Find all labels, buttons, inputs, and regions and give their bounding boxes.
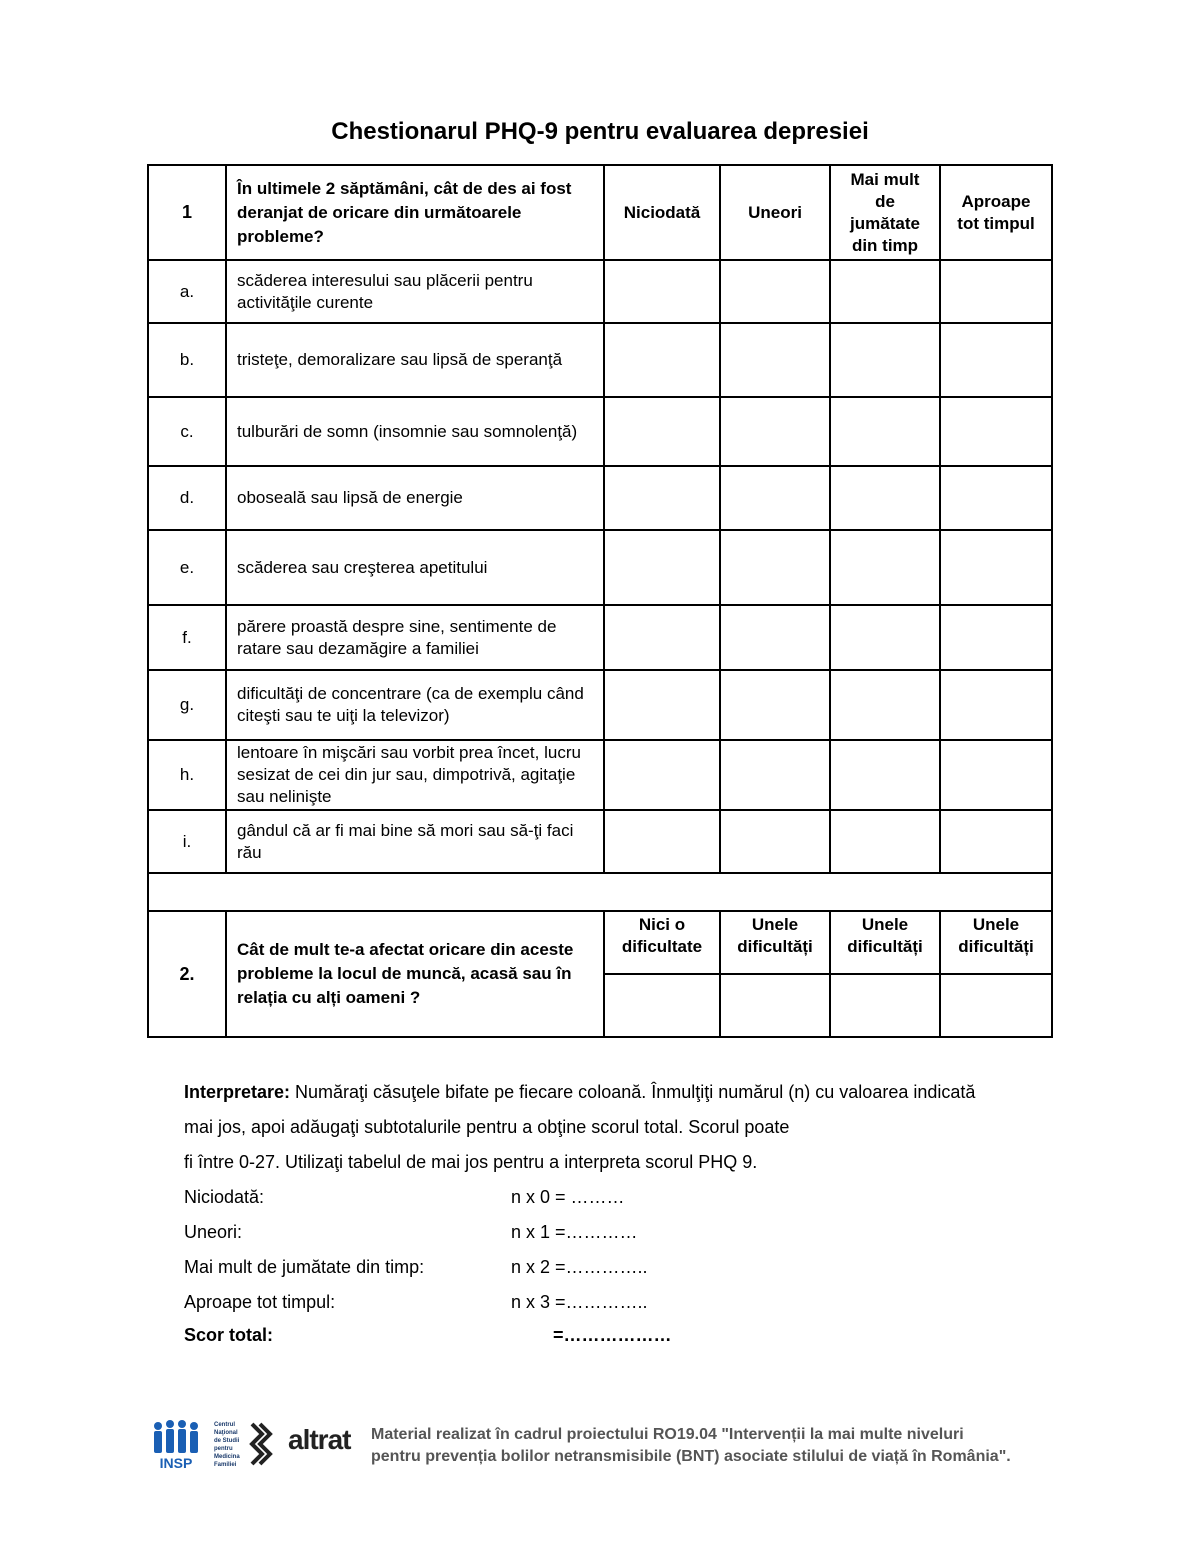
score-formula: n x 0 = ……… [511, 1187, 625, 1207]
answer-checkbox-uneori[interactable] [720, 740, 830, 810]
table-row [148, 530, 1052, 605]
table-row [148, 670, 1052, 740]
answer-checkbox-niciodata[interactable] [604, 530, 720, 605]
score-label: Uneori: [184, 1222, 243, 1242]
table-row [148, 740, 1052, 810]
spacer-row [148, 873, 1052, 911]
answer-checkbox-mai-mult[interactable] [830, 740, 940, 810]
col-header-niciodata: Niciodată [604, 165, 720, 260]
col2-header-nici-o-dificultate: Nici o dificultate [604, 911, 720, 974]
table-row [148, 323, 1052, 397]
answer-checkbox-niciodata[interactable] [604, 466, 720, 530]
phq9-table [147, 164, 1053, 1038]
answer-checkbox-uneori[interactable] [720, 323, 830, 397]
insp-logo-text: INSP [159, 1455, 193, 1470]
answer-checkbox-mai-mult[interactable] [830, 810, 940, 873]
answer-checkbox-niciodata[interactable] [604, 670, 720, 740]
score-label: Niciodată: [184, 1187, 265, 1207]
table-row [148, 260, 1052, 323]
answer-checkbox-uneori[interactable] [720, 605, 830, 670]
interpretation-line: mai jos, apoi adăugaţi subtotalurile pentru a obţine scorul total. Scorul poate [184, 1117, 790, 1137]
answer-checkbox-mai-mult[interactable] [830, 323, 940, 397]
section1-question: În ultimele 2 săptămâni, cât de des ai fost deranjat de oricare din următoarele probleme? [226, 165, 604, 260]
item-letter: c. [148, 397, 226, 466]
col-header-aproape: Aproape tot timpul [940, 165, 1052, 260]
answer-checkbox-aproape[interactable] [940, 810, 1052, 873]
interpretation-block [184, 1075, 1064, 1180]
section2-header-row [148, 911, 1052, 974]
answer-checkbox-niciodata[interactable] [604, 260, 720, 323]
score-label: Aproape tot timpul: [184, 1292, 336, 1312]
svg-text:Familiei: Familiei [214, 1462, 237, 1468]
item-letter: g. [148, 670, 226, 740]
score-formula: n x 2 =………….. [511, 1257, 648, 1277]
item-letter: b. [148, 323, 226, 397]
col-header-uneori: Uneori [720, 165, 830, 260]
svg-text:de Studii: de Studii [214, 1438, 240, 1444]
answer-checkbox-aproape[interactable] [940, 605, 1052, 670]
item-letter: e. [148, 530, 226, 605]
answer-checkbox-uneori[interactable] [720, 530, 830, 605]
answer-checkbox-aproape[interactable] [940, 397, 1052, 466]
answer-checkbox-aproape[interactable] [940, 466, 1052, 530]
answer-checkbox-mai-mult[interactable] [830, 397, 940, 466]
item-letter: a. [148, 260, 226, 323]
item-text: scăderea interesului sau plăcerii pentru activităţile curente [226, 260, 604, 323]
svg-text:Medicina: Medicina [214, 1454, 240, 1460]
answer-checkbox-mai-mult[interactable] [830, 466, 940, 530]
interpretation-text: Număraţi căsuţele bifate pe fiecare coloană. Înmulţiţi numărul (n) cu valoarea indicată [290, 1082, 976, 1102]
item-text: tulburări de somn (insomnie sau somnolenţă) [226, 397, 604, 466]
insp-logo-icon [148, 1418, 204, 1470]
item-text: scăderea sau creşterea apetitului [226, 530, 604, 605]
section2-question: Cât de mult te-a afectat oricare din aceste probleme la locul de muncă, acasă sau în relația cu alți oameni ? [226, 911, 604, 1037]
item-text: oboseală sau lipsă de energie [226, 466, 604, 530]
answer-checkbox-niciodata[interactable] [604, 810, 720, 873]
answer-checkbox-mai-mult[interactable] [830, 530, 940, 605]
answer-checkbox-uneori[interactable] [720, 810, 830, 873]
altrat-logo: altrat [288, 1424, 351, 1455]
answer-checkbox-mai-mult[interactable] [830, 670, 940, 740]
answer-checkbox-mai-mult[interactable] [830, 605, 940, 670]
answer-checkbox-mai-mult[interactable] [830, 260, 940, 323]
footer-line: pentru prevenția bolilor netransmisibile (BNT) asociate stilului de viață în România". [371, 1448, 1011, 1465]
col2-header-unele-dificultati: Unele dificultăți [940, 911, 1052, 974]
table-row [148, 466, 1052, 530]
answer-checkbox-uneori[interactable] [720, 466, 830, 530]
item-letter: h. [148, 740, 226, 810]
col2-header-unele-dificultati: Unele dificultăți [720, 911, 830, 974]
section2-number: 2. [148, 911, 226, 1037]
footer [148, 1418, 1068, 1474]
interpretation-line [184, 1075, 1064, 1110]
answer-checkbox-niciodata[interactable] [604, 397, 720, 466]
item-text: părere proastă despre sine, sentimente de ratare sau dezamăgire a familiei [226, 605, 604, 670]
answer-checkbox-unele-dificultati[interactable] [720, 974, 830, 1037]
page-title: Chestionarul PHQ-9 pentru evaluarea depresiei [331, 118, 869, 145]
answer-checkbox-aproape[interactable] [940, 323, 1052, 397]
interpretation-line: fi între 0-27. Utilizaţi tabelul de mai jos pentru a interpreta scorul PHQ 9. [184, 1152, 758, 1172]
interpretation-label: Interpretare: [184, 1082, 291, 1102]
answer-checkbox-uneori[interactable] [720, 397, 830, 466]
score-formula: n x 1 =………… [511, 1222, 638, 1242]
answer-checkbox-uneori[interactable] [720, 260, 830, 323]
svg-text:pentru: pentru [214, 1446, 233, 1452]
answer-checkbox-aproape[interactable] [940, 260, 1052, 323]
svg-text:Centrul: Centrul [214, 1422, 235, 1428]
footer-line: Material realizat în cadrul proiectului RO19.04 "Intervenții la mai multe niveluri [371, 1426, 964, 1443]
score-label: Mai mult de jumătate din timp: [184, 1257, 425, 1277]
total-score-label: Scor total: [184, 1325, 274, 1345]
answer-checkbox-uneori[interactable] [720, 670, 830, 740]
svg-text:Naţional: Naţional [214, 1430, 238, 1436]
section1-header-row [148, 165, 1052, 260]
spacer-cell [148, 873, 1052, 911]
answer-checkbox-niciodata[interactable] [604, 323, 720, 397]
col2-header-unele-dificultati: Unele dificultăți [830, 911, 940, 974]
answer-checkbox-niciodata[interactable] [604, 740, 720, 810]
answer-checkbox-unele-dificultati[interactable] [940, 974, 1052, 1037]
answer-checkbox-aproape[interactable] [940, 740, 1052, 810]
total-score-value: =……………… [553, 1325, 672, 1345]
table-row [148, 605, 1052, 670]
item-text: dificultăţi de concentrare (ca de exemplu când citeşti sau te uiţi la televizor) [226, 670, 604, 740]
answer-checkbox-aproape[interactable] [940, 530, 1052, 605]
section1-number: 1 [148, 165, 226, 260]
answer-checkbox-aproape[interactable] [940, 670, 1052, 740]
item-letter: d. [148, 466, 226, 530]
answer-checkbox-niciodata[interactable] [604, 605, 720, 670]
footer-text [371, 1424, 1011, 1468]
answer-checkbox-unele-dificultati[interactable] [830, 974, 940, 1037]
item-text: lentoare în mişcări sau vorbit prea încet, lucru sesizat de cei din jur sau, dimpotrivă, agitaţie sau nelinişte [226, 740, 604, 810]
item-text: tristeţe, demoralizare sau lipsă de speranţă [226, 323, 604, 397]
table-row [148, 810, 1052, 873]
item-text: gândul că ar fi mai bine să mori sau să-ţi faci rău [226, 810, 604, 873]
item-letter: f. [148, 605, 226, 670]
col-header-mai-mult: Mai mult de jumătate din timp [830, 165, 940, 260]
score-formula: n x 3 =………….. [511, 1292, 648, 1312]
table-row [148, 397, 1052, 466]
item-letter: i. [148, 810, 226, 873]
answer-checkbox-nici-o-dificultate[interactable] [604, 974, 720, 1037]
ccsmf-logo-icon [214, 1418, 276, 1470]
